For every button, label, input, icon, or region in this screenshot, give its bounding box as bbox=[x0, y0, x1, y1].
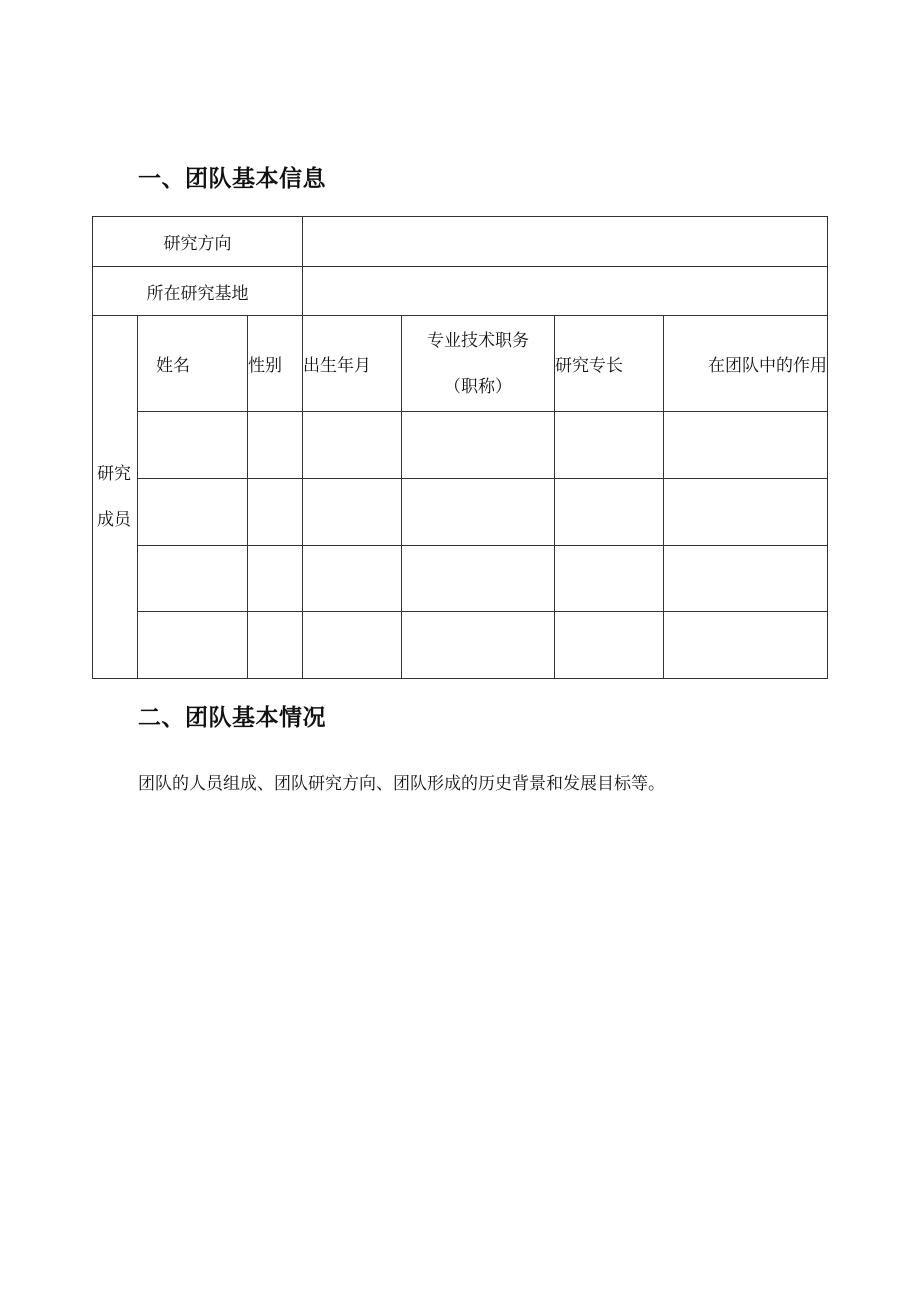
research-base-field[interactable] bbox=[303, 267, 828, 316]
member-title-cell[interactable] bbox=[402, 546, 555, 612]
member-title-cell[interactable] bbox=[402, 412, 555, 479]
column-header-name: 姓名 bbox=[138, 316, 248, 412]
column-header-birth: 出生年月 bbox=[303, 316, 402, 412]
member-title-cell[interactable] bbox=[402, 479, 555, 546]
member-specialty-cell[interactable] bbox=[555, 546, 664, 612]
member-row bbox=[93, 612, 828, 679]
member-gender-cell[interactable] bbox=[248, 412, 303, 479]
member-role-cell[interactable] bbox=[664, 479, 828, 546]
member-specialty-cell[interactable] bbox=[555, 479, 664, 546]
member-gender-cell[interactable] bbox=[248, 546, 303, 612]
column-header-gender: 性别 bbox=[248, 316, 303, 412]
section-description: 团队的人员组成、团队研究方向、团队形成的历史背景和发展目标等。 bbox=[138, 774, 665, 794]
member-role-cell[interactable] bbox=[664, 612, 828, 679]
member-birth-cell[interactable] bbox=[303, 412, 402, 479]
column-header-title-line2: （职称） bbox=[444, 376, 512, 397]
member-gender-cell[interactable] bbox=[248, 612, 303, 679]
member-role-cell[interactable] bbox=[664, 412, 828, 479]
research-direction-field[interactable] bbox=[303, 217, 828, 267]
member-row bbox=[93, 412, 828, 479]
members-label bbox=[93, 316, 138, 679]
member-name-cell[interactable] bbox=[138, 412, 248, 479]
column-header-role: 在团队中的作用 bbox=[664, 316, 828, 412]
member-role-cell[interactable] bbox=[664, 546, 828, 612]
members-label-line2: 成员 bbox=[97, 510, 131, 530]
members-label-line1: 研究 bbox=[97, 464, 131, 484]
research-base-row bbox=[93, 267, 828, 316]
column-header-specialty: 研究专长 bbox=[555, 316, 664, 412]
research-direction-row bbox=[93, 217, 828, 267]
section-heading-basic-info: 一、团队基本信息 bbox=[138, 166, 326, 192]
member-birth-cell[interactable] bbox=[303, 546, 402, 612]
section-heading-basic-situation: 二、团队基本情况 bbox=[138, 705, 326, 731]
column-header-title-line1: 专业技术职务 bbox=[427, 330, 529, 351]
member-name-cell[interactable] bbox=[138, 546, 248, 612]
column-header-title bbox=[402, 316, 555, 412]
member-gender-cell[interactable] bbox=[248, 479, 303, 546]
member-specialty-cell[interactable] bbox=[555, 412, 664, 479]
member-birth-cell[interactable] bbox=[303, 612, 402, 679]
team-info-table bbox=[92, 216, 828, 679]
member-specialty-cell[interactable] bbox=[555, 612, 664, 679]
member-header-row bbox=[93, 316, 828, 412]
research-direction-label: 研究方向 bbox=[93, 217, 303, 267]
member-name-cell[interactable] bbox=[138, 612, 248, 679]
member-name-cell[interactable] bbox=[138, 479, 248, 546]
research-base-label: 所在研究基地 bbox=[93, 267, 303, 316]
member-row bbox=[93, 479, 828, 546]
member-row bbox=[93, 546, 828, 612]
member-birth-cell[interactable] bbox=[303, 479, 402, 546]
member-title-cell[interactable] bbox=[402, 612, 555, 679]
